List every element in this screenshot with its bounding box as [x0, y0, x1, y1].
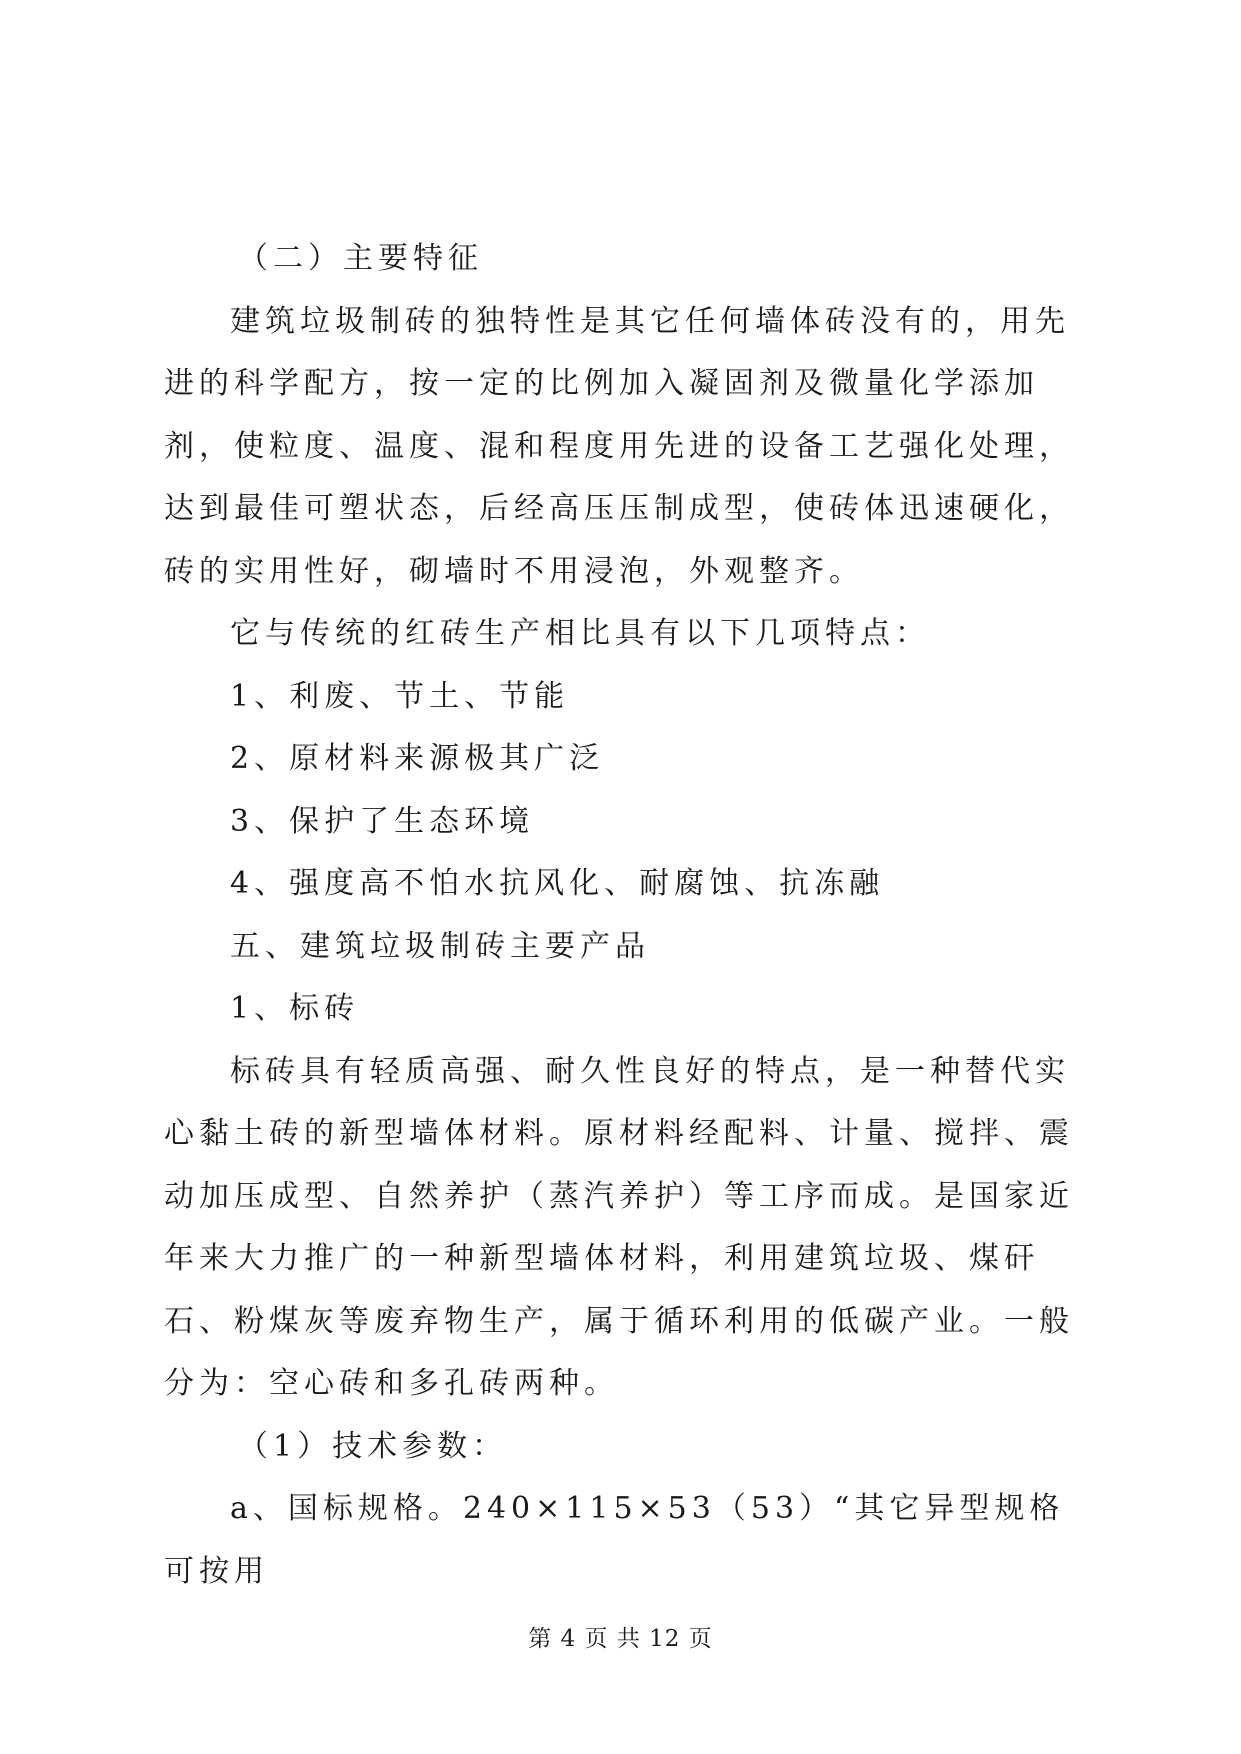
list-item-1: 1、利废、节土、节能	[230, 678, 570, 714]
section-heading-main-features: （二）主要特征	[238, 241, 483, 276]
section-heading-main-products: 五、建筑垃圾制砖主要产品	[230, 928, 650, 964]
list-item-4: 4、强度高不怕水抗风化、耐腐蚀、抗冻融	[230, 866, 885, 901]
paragraph-brick-uniqueness: 建筑垃圾制砖的独特性是其它任何墙体砖没有的，用先进的科学配方，按一定的比例加入凝固剂及微量化学添加剂，使粒度、温度、混和程度用先进的设备工艺强化处理，达到最佳可塑状态，后经高压压制成型，使砖体迅速硬化，砖的实用性好，砌墙时不用浸泡，外观整齐。	[164, 303, 1074, 589]
document-body	[164, 228, 1084, 1603]
paragraph-comparison-intro: 它与传统的红砖生产相比具有以下几项特点：	[230, 616, 930, 651]
subsection-heading-standard-brick: 1、标砖	[230, 991, 360, 1026]
page-footer: 第 4 页 共 12 页	[528, 1626, 713, 1652]
list-item-3: 3、保护了生态环境	[230, 803, 535, 839]
paragraph-standard-brick: 标砖具有轻质高强、耐久性良好的特点，是一种替代实心黏土砖的新型墙体材料。原材料经配料、计量、搅拌、震动加压成型、自然养护（蒸汽养护）等工序而成。是国家近年来大力推广的一种新型墙体材料，利用建筑垃圾、煤矸石、粉煤灰等废弃物生产，属于循环利用的低碳产业。一般分为：空心砖和多孔砖两种。	[164, 1053, 1074, 1401]
list-item-2: 2、原材料来源极其广泛	[230, 741, 605, 776]
subsection-heading-technical-params: （1）技术参数：	[238, 1428, 508, 1464]
paragraph-spec-line: a、国标规格。240×115×53（53）“其它异型规格可按用	[164, 1491, 1065, 1589]
